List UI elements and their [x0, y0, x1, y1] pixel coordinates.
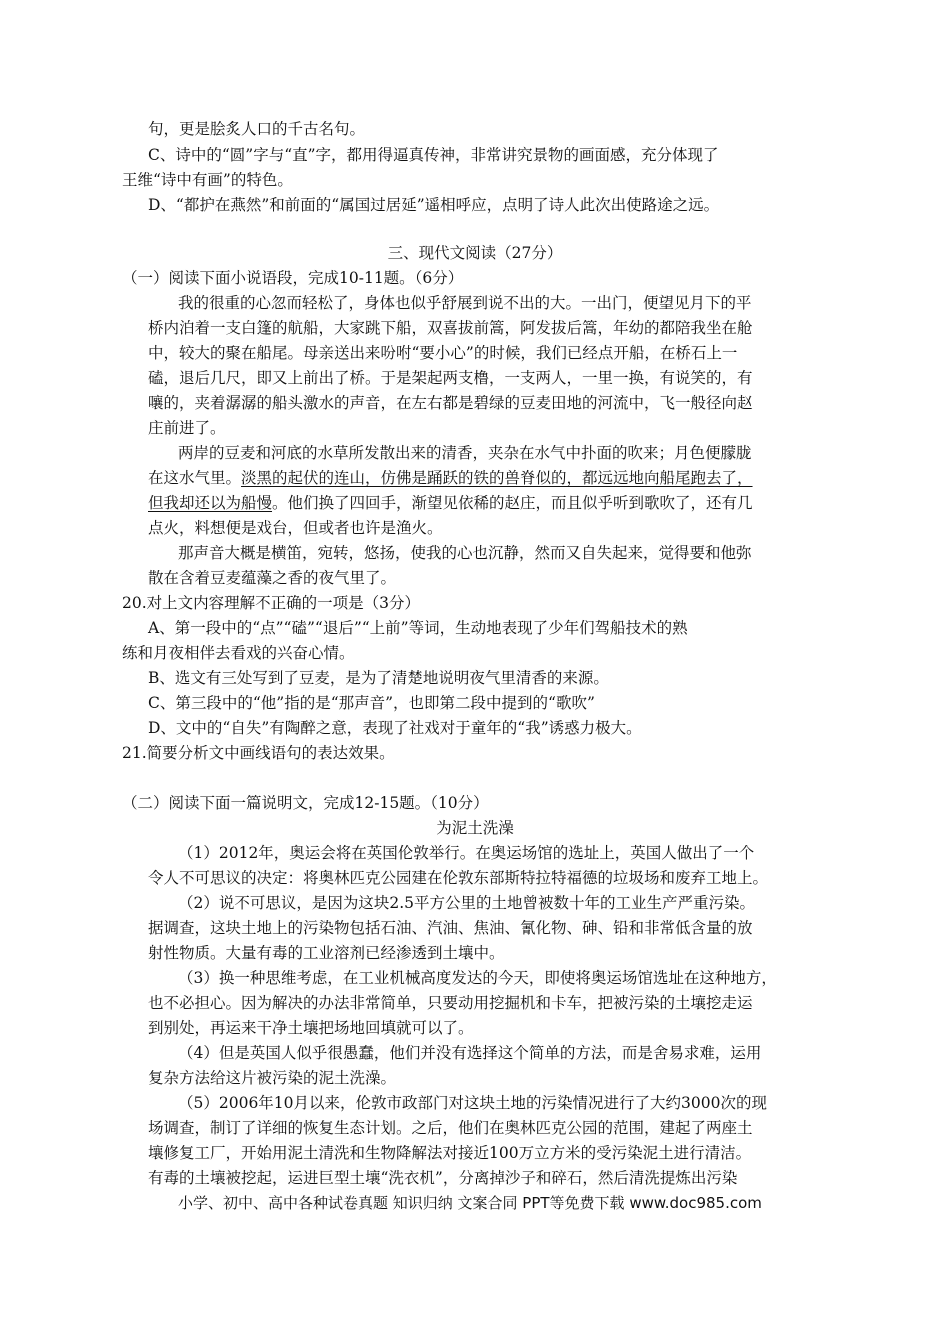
article-line: 到别处，再运来干净土壤把场地回填就可以了。 [148, 1019, 474, 1037]
passage-p2-line: 两岸的豆麦和河底的水草所发散出来的清香，夹杂在水气中扑面的吹来；月色便朦胧 [178, 444, 752, 462]
article-line: 壤修复工厂，开始用泥土清洗和生物降解法对接近100万立方米的受污染泥土进行清洁。 [148, 1144, 752, 1162]
article-line: 有毒的土壤被挖起，运进巨型土壤“洗衣机”，分离掉沙子和碎石，然后清洗提炼出污染 [148, 1169, 738, 1187]
part1-intro: （一）阅读下面小说语段，完成10-11题。（6分） [122, 269, 464, 287]
underlined-sentence: 但我却还以为船慢 [148, 494, 273, 512]
passage-p1-line: 庄前进了。 [148, 419, 226, 437]
passage-p2-line: 点火，料想便是戏台，但或者也许是渔火。 [148, 519, 443, 537]
prev-question-line: 句，更是脍炙人口的千古名句。 [148, 120, 366, 138]
article-line: 也不必担心。因为解决的办法非常简单，只要动用挖掘机和卡车，把被污染的土壤挖走运 [148, 994, 753, 1012]
article-line: 复杂方法给这片被污染的泥土洗澡。 [148, 1069, 397, 1087]
passage-p1-line: 磕，退后几尺，即又上前出了桥。于是架起两支橹，一支两人，一里一换，有说笑的，有 [148, 369, 753, 387]
passage-p1-line: 嚷的，夹着潺潺的船头激水的声音，在左右都是碧绿的豆麦田地的河流中，飞一般径向赵 [148, 394, 753, 412]
page-footer: 小学、初中、高中各种试卷真题 知识归纳 文案合同 PPT等免费下载 www.doc985.com [178, 1194, 762, 1212]
question-20: 20.对上文内容理解不正确的一项是（3分） [122, 594, 421, 612]
q20-option-b: B、选文有三处写到了豆麦，是为了清楚地说明夜气里清香的来源。 [148, 669, 609, 687]
question-21: 21.简要分析文中画线语句的表达效果。 [122, 744, 395, 762]
article-line: 令人不可思议的决定：将奥林匹克公园建在伦敦东部斯特拉特福德的垃圾场和废弃工地上。 [148, 869, 769, 887]
passage-p1-line: 中，较大的聚在船尾。母亲送出来吩咐“要小心”的时候，我们已经点开船，在桥石上一 [148, 344, 738, 362]
passage-p3-line: 那声音大概是横笛，宛转，悠扬，使我的心也沉静，然而又自失起来，觉得要和他弥 [178, 544, 752, 562]
article-line: （2）说不可思议，是因为这块2.5平方公里的土地曾被数十年的工业生产严重污染。 [178, 894, 756, 912]
underlined-sentence: 淡黑的起伏的连山，仿佛是踊跃的铁的兽脊似的，都远远地向船尾跑去了， [241, 469, 753, 487]
article-line: （5）2006年10月以来，伦敦市政部门对这块土地的污染情况进行了大约3000次的现 [178, 1094, 767, 1112]
passage-p2-line [148, 468, 753, 488]
plain-text: 。他们换了四回手，渐望见依稀的赵庄，而且似乎听到歌吹了，还有几 [272, 494, 753, 512]
section-title: 三、现代文阅读（27分） [387, 244, 563, 262]
q20-option-c: C、第三段中的“他”指的是“那声音”，也即第二段中提到的“歌吹” [148, 694, 595, 712]
article-line: （1）2012年，奥运会将在英国伦敦举行。在奥运场馆的选址上，英国人做出了一个 [178, 844, 755, 862]
plain-text: 在这水气里。 [148, 469, 242, 487]
passage-p1-line: 我的很重的心忽而轻松了，身体也似乎舒展到说不出的大。一出门，便望见月下的平 [178, 294, 752, 312]
option-c-line2: 王维“诗中有画”的特色。 [122, 171, 293, 189]
article-line: 场调查，制订了详细的恢复生态计划。之后，他们在奥林匹克公园的范围，建起了两座土 [148, 1119, 753, 1137]
article-line: 射性物质。大量有毒的工业溶剂已经渗透到土壤中。 [148, 944, 505, 962]
article-line: （4）但是英国人似乎很愚蠢，他们并没有选择这个简单的方法，而是舍易求难，运用 [178, 1044, 762, 1062]
q20-option-a-line2: 练和月夜相伴去看戏的兴奋心情。 [122, 644, 355, 662]
article-line: （3）换一种思维考虑，在工业机械高度发达的今天，即使将奥运场馆选址在这种地方， [178, 969, 777, 987]
option-c-line1: C、诗中的“圆”字与“直”字，都用得逼真传神，非常讲究景物的画面感，充分体现了 [148, 146, 719, 164]
q20-option-a-line1: A、第一段中的“点”“磕”“退后”“上前”等词，生动地表现了少年们驾船技术的熟 [148, 619, 688, 637]
article-line: 据调查，这块土地上的污染物包括石油、汽油、焦油、氰化物、砷、铅和非常低含量的放 [148, 919, 753, 937]
passage-p3-line: 散在含着豆麦蕴藻之香的夜气里了。 [148, 569, 397, 587]
passage-p2-line [148, 493, 753, 513]
q20-option-d: D、文中的“自失”有陶醉之意，表现了社戏对于童年的“我”诱惑力极大。 [148, 719, 642, 737]
article-title: 为泥土洗澡 [436, 819, 514, 837]
passage-p1-line: 桥内泊着一支白篷的航船，大家跳下船，双喜拔前篙，阿发拔后篙，年幼的都陪我坐在舱 [148, 319, 753, 337]
part2-intro: （二）阅读下面一篇说明文，完成12-15题。（10分） [122, 794, 489, 812]
option-d-line: D、“都护在燕然”和前面的“属国过居延”遥相呼应，点明了诗人此次出使路途之远。 [148, 196, 720, 214]
